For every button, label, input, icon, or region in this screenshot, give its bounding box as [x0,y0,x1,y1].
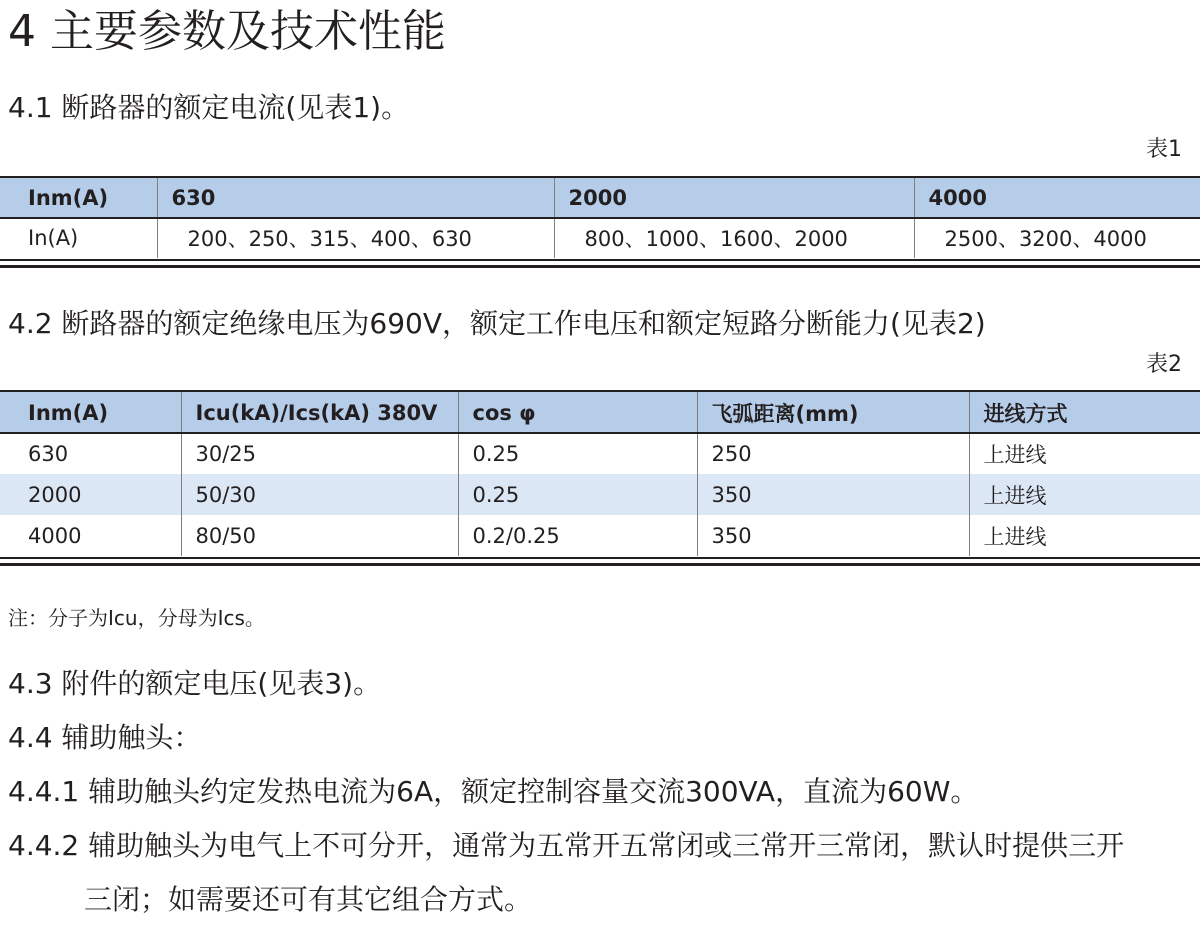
section-4-2-heading: 4.2 断路器的额定绝缘电压为690V，额定工作电压和额定短路分断能力(见表2) [8,307,986,340]
table-2-header-cell: 飞弧距离(mm) [697,392,969,433]
table-2-caption: 表2 [1146,352,1182,377]
table-row [0,433,1200,474]
table-row [0,474,1200,515]
section-4-1-heading: 4.1 断路器的额定电流(见表1)。 [8,91,410,124]
section-title: 4 主要参数及技术性能 [8,6,446,57]
table-2-bottom-double-rule [0,563,1200,566]
table-cell: 0.25 [458,474,697,515]
table-cell: 2500、3200、4000 [914,218,1200,258]
table-cell: 4000 [28,523,82,548]
table-1-header-row [0,178,1200,218]
section-4-4-text: 4.4 辅助触头： [8,721,202,754]
table-2-note: 注：分子为Icu，分母为Ics。 [8,606,265,630]
section-4-4-1-text: 4.4.1 辅助触头约定发热电流为6A，额定控制容量交流300VA，直流为60W。 [8,775,979,808]
table-1-bottom-rule [0,259,1200,261]
table-cell: 0.2/0.25 [458,515,697,556]
table-2-header-cell: Inm(A) [0,392,181,433]
table-row [0,515,1200,556]
table-2-header-cell: 进线方式 [969,392,1200,433]
table-cell: 2000 [0,474,181,515]
table-cell: 上进线 [969,474,1200,515]
table-1-caption: 表1 [1146,137,1182,162]
table-cell: 200、250、315、400、630 [157,218,554,258]
table-cell: 上进线 [969,433,1200,474]
table-cell: 30/25 [181,433,458,474]
table-2 [0,392,1200,556]
table-cell: 80/50 [181,515,458,556]
table-2-header-cell: Icu(kA)/Ics(kA) 380V [181,392,458,433]
section-4-3-text: 4.3 附件的额定电压(见表3)。 [8,667,382,700]
table-1-header-cell: 4000 [914,178,1200,218]
section-4-4-2-text-line1: 4.4.2 辅助触头为电气上不可分开，通常为五常开五常闭或三常开三常闭，默认时提供三开 [8,829,1125,862]
table-2-header-row [0,392,1200,433]
table-1-bottom-double-rule [0,265,1200,268]
section-4-4-2-text-line2: 三闭；如需要还可有其它组合方式。 [84,883,533,916]
table-cell: 50/30 [181,474,458,515]
table-cell: 250 [697,433,969,474]
table-cell: In(A) [28,226,79,250]
table-2-bottom-rule [0,557,1200,559]
table-2-header-rule [0,432,1200,434]
table-1-header-cell: 2000 [554,178,914,218]
table-row [0,218,1200,258]
table-1-header-rule [0,217,1200,219]
table-1-header-cell: 630 [157,178,554,218]
table-2-header-cell: cos φ [458,392,697,433]
table-cell: 350 [697,515,969,556]
table-cell: 350 [697,474,969,515]
table-cell: 上进线 [969,515,1200,556]
table-cell: 800、1000、1600、2000 [554,218,914,258]
table-cell: 630 [28,441,69,466]
table-cell: 0.25 [458,433,697,474]
table-1-header-cell: Inm(A) [0,178,157,218]
